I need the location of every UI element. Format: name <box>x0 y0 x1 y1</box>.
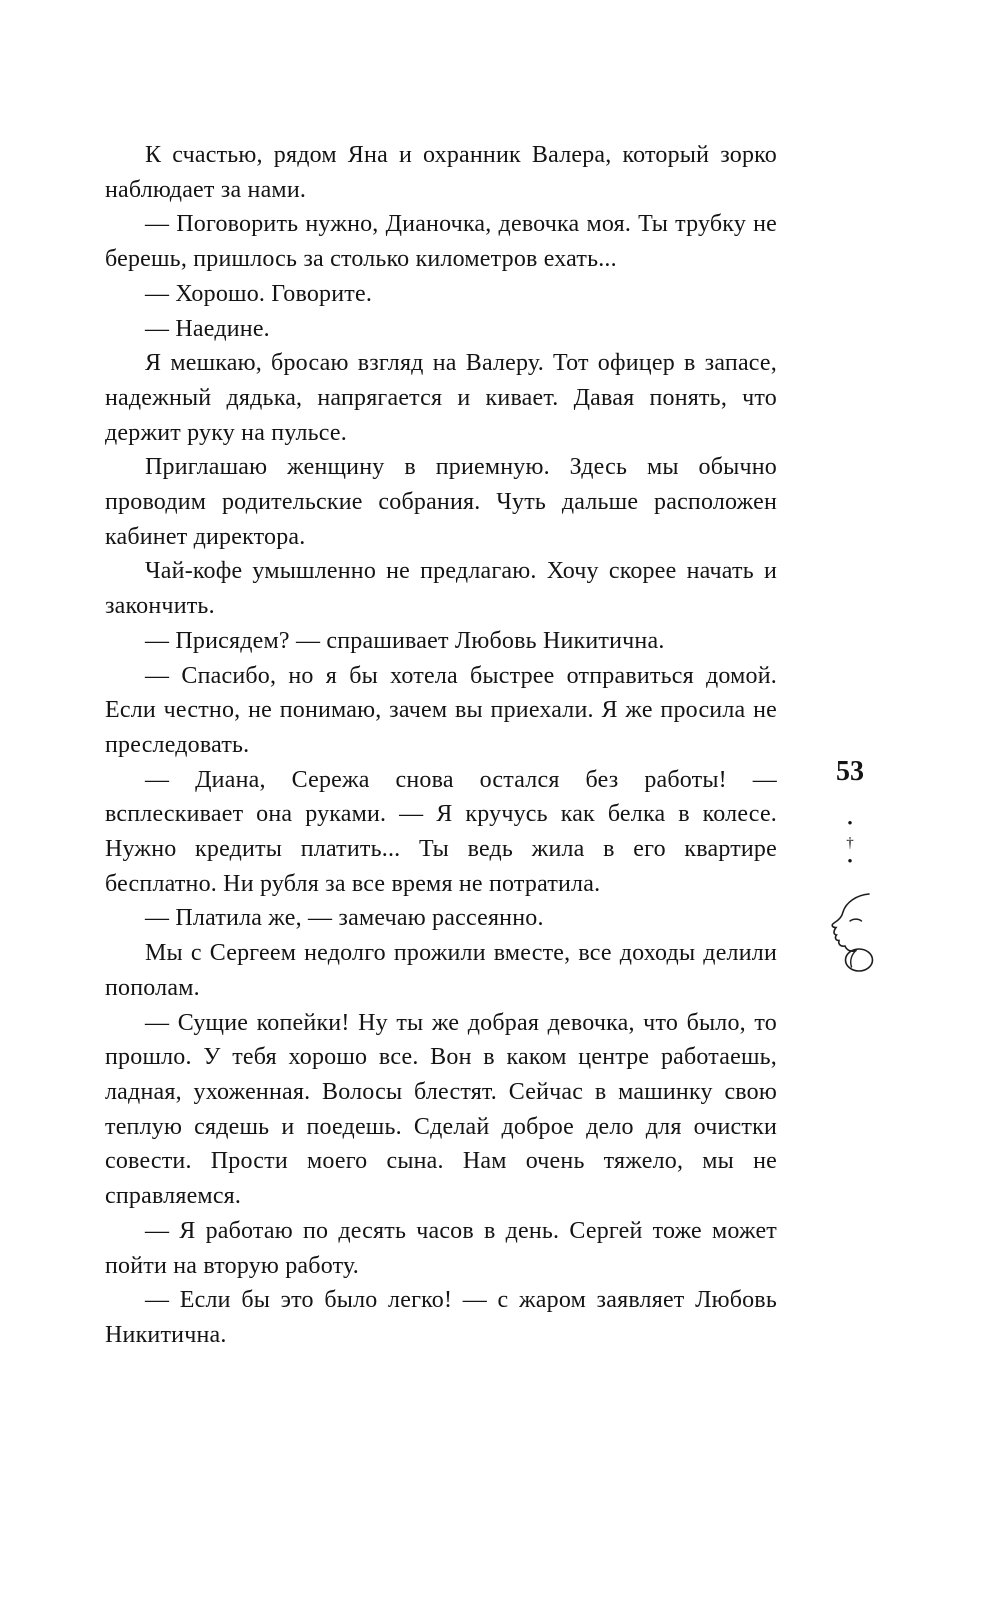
divider-ornament <box>820 816 880 871</box>
paragraph: — Я работаю по десять часов в день. Сергей тоже может пойти на вторую работу. <box>105 1217 777 1279</box>
paragraph: — Наедине. <box>145 315 270 342</box>
paragraph: Мы с Сергеем недолго прожили вместе, все доходы делили пополам. <box>105 940 777 1001</box>
paragraph: Приглашаю женщину в приемную. Здесь мы обычно проводим родительские собрания. Чуть дальше расположен кабинет директора. <box>105 454 777 550</box>
paragraph: — Спасибо, но я бы хотела быстрее отправиться домой. Если честно, не понимаю, зачем вы приехали. Я же просила не преследовать. <box>105 662 777 758</box>
paragraph: К счастью, рядом Яна и охранник Валера, который зорко наблюдает за нами. <box>105 142 777 203</box>
face-profile-ornament-icon <box>813 888 887 982</box>
ornament-dot-icon: • <box>847 816 853 832</box>
paragraph: Чай-кофе умышленно не предлагаю. Хочу скорее начать и закончить. <box>105 558 777 620</box>
paragraph: — Платила же, — замечаю рассеянно. <box>145 905 544 932</box>
paragraph: — Присядем? — спрашивает Любовь Никитична. <box>145 627 665 654</box>
paragraph: — Хорошо. Говорите. <box>145 280 373 307</box>
paragraph: Я мешкаю, бросаю взгляд на Валеру. Тот офицер в запасе, надежный дядька, напрягается и кивает. Давая понять, что держит руку на пульсе. <box>105 350 777 446</box>
page-number: 53 <box>836 756 864 787</box>
paragraph: — Если бы это было легко! — с жаром заявляет Любовь Никитична. <box>105 1287 777 1348</box>
ornament-dagger-icon: † <box>846 835 854 851</box>
paragraph: — Поговорить нужно, Дианочка, девочка моя. Ты трубку не берешь, пришлось за столько километров ехать... <box>105 211 777 273</box>
text-block <box>105 138 777 1353</box>
ornament-dot-icon: • <box>847 854 853 870</box>
paragraph: — Диана, Сережа снова остался без работы! — всплескивает она руками. — Я кручусь как белка в колесе. Нужно кредиты платить... Ты ведь жила в его квартире бесплатно. Ни рубля за все время не потратила. <box>105 766 777 897</box>
paragraph: — Сущие копейки! Ну ты же добрая девочка, что было, то прошло. У тебя хорошо все. Вон в каком центре работаешь, ладная, ухоженная. Волосы блестят. Сейчас в машинку свою теплую сядешь и поедешь. Сделай доброе дело для очистки совести. Прости моего сына. Нам очень тяжело, мы не справляемся. <box>105 1009 777 1210</box>
